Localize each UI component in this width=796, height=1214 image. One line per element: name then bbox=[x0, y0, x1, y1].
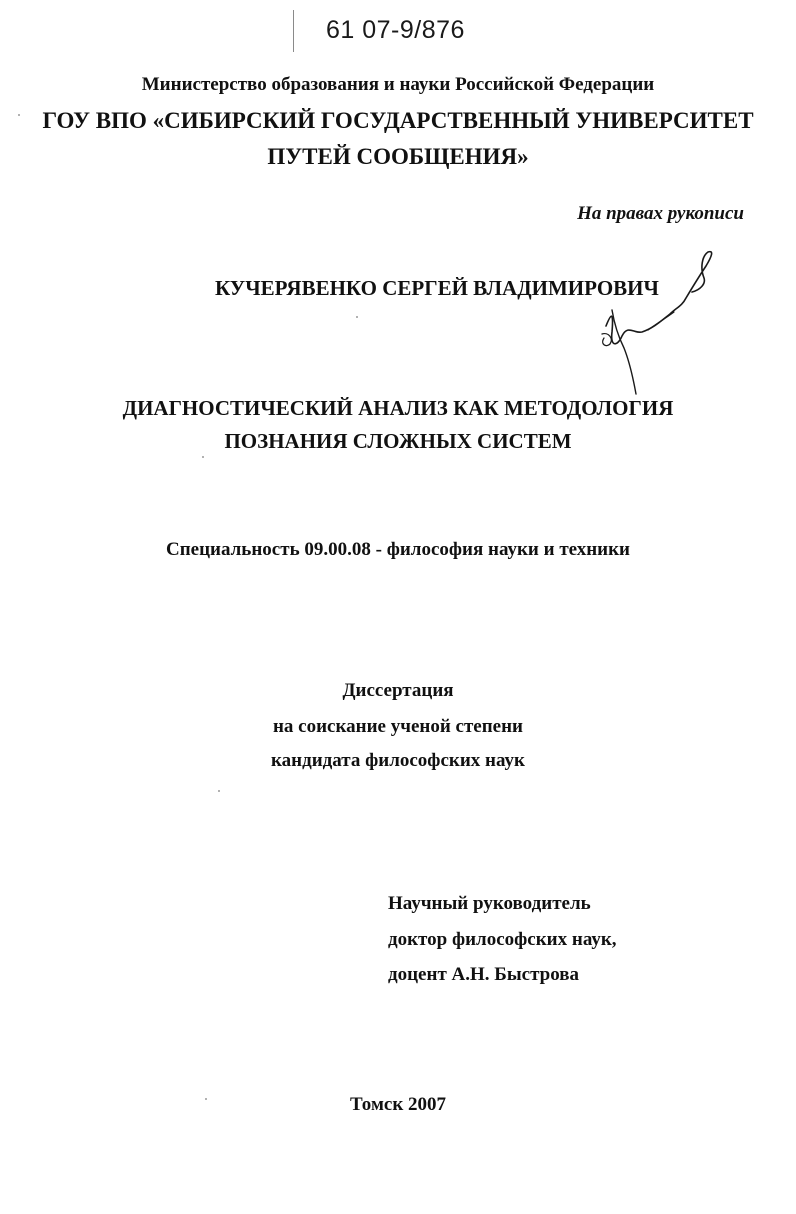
scan-mark bbox=[293, 10, 294, 52]
scan-speck bbox=[356, 316, 358, 318]
scan-speck bbox=[202, 456, 204, 458]
specialty-line: Специальность 09.00.08 - философия науки и техники bbox=[165, 539, 630, 560]
scan-speck bbox=[205, 1098, 207, 1100]
degree-line1: на соискание ученой степени bbox=[272, 716, 523, 737]
university-name-line1: ГОУ ВПО «СИБИРСКИЙ ГОСУДАРСТВЕННЫЙ УНИВЕРСИТЕТ bbox=[42, 108, 754, 133]
degree-line2: кандидата философских наук bbox=[271, 750, 525, 771]
university-name-line2: ПУТЕЙ СООБЩЕНИЯ» bbox=[267, 144, 529, 169]
manuscript-note: На правах рукописи bbox=[577, 203, 744, 224]
scan-speck bbox=[18, 114, 20, 116]
author-name: КУЧЕРЯВЕНКО СЕРГЕЙ ВЛАДИМИРОВИЧ bbox=[215, 276, 659, 300]
supervisor-label: Научный руководитель bbox=[388, 893, 591, 914]
scan-speck bbox=[218, 790, 220, 792]
dissertation-title-line1: ДИАГНОСТИЧЕСКИЙ АНАЛИЗ КАК МЕТОДОЛОГИЯ bbox=[122, 396, 674, 420]
dissertation-title-line2: ПОЗНАНИЯ СЛОЖНЫХ СИСТЕМ bbox=[224, 429, 572, 453]
dissertation-label: Диссертация bbox=[342, 680, 454, 701]
supervisor-name: доцент А.Н. Быстрова bbox=[388, 964, 580, 985]
ministry-heading: Министерство образования и науки Российской Федерации bbox=[141, 74, 655, 95]
supervisor-degree: доктор философских наук, bbox=[388, 929, 617, 950]
handwritten-signature bbox=[588, 248, 718, 400]
archive-number: 61 07-9/876 bbox=[326, 16, 465, 44]
city-year: Томск 2007 bbox=[349, 1094, 447, 1115]
